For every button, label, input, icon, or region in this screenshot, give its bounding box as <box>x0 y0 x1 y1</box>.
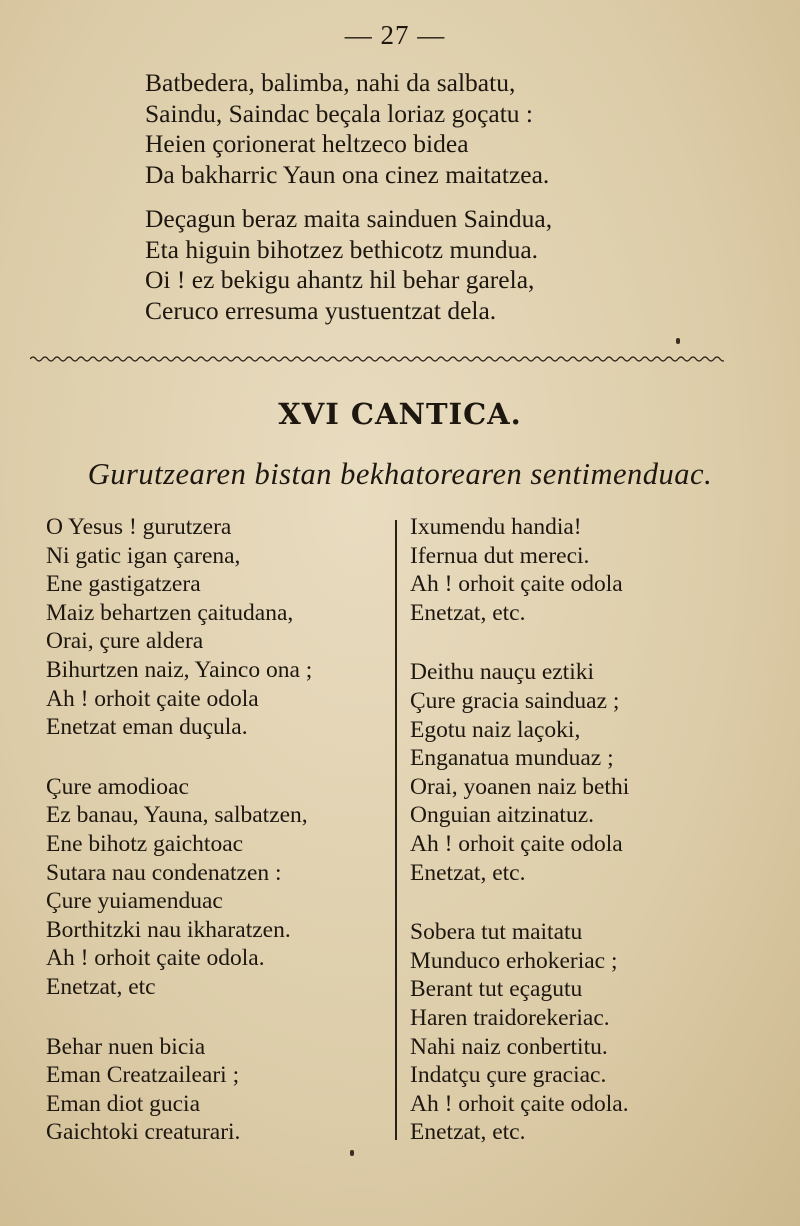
verse-line: Deithu nauçu eztiki <box>410 659 595 686</box>
verse-line: Bihurtzen naiz, Yainco ona ; <box>46 656 313 683</box>
verse-line: Ah ! orhoit çaite odola <box>410 571 623 598</box>
verse-line: Ah ! orhoit çaite odola <box>410 830 623 857</box>
verse-line: Ez banau, Yauna, salbatzen, <box>46 802 308 829</box>
section-heading: XVI CANTICA. <box>278 397 522 431</box>
verse-line: Borthitzki nau ikharatzen. <box>46 916 291 943</box>
verse-line: Ene gastigatzera <box>46 571 201 598</box>
right-verse-2 <box>410 658 629 887</box>
left-verse-1 <box>46 513 312 742</box>
page-number: — 27 — <box>344 20 446 50</box>
verse-line: Haren traidorekeriac. <box>410 1004 610 1031</box>
verse-line: Berant tut eçagutu <box>410 976 583 1003</box>
verse-line: Munduco erhokeriac ; <box>410 947 618 974</box>
verse-line: Batbedera, balimba, nahi da salbatu, <box>145 68 516 97</box>
verse-line: Enetzat eman duçula. <box>46 714 248 741</box>
verse-line: Çure yuiamenduac <box>46 888 223 915</box>
section-subtitle: Gurutzearen bistan bekhatorearen sentimenduac. <box>87 457 713 491</box>
verse-line: Enetzat, etc. <box>410 599 526 626</box>
left-column <box>46 513 312 1178</box>
verse-line: O Yesus ! gurutzera <box>46 514 232 540</box>
wavy-divider-rule <box>30 354 724 364</box>
verse-line: Ah ! orhoit çaite odola. <box>46 945 265 972</box>
verse-line: Saindu, Saindac beçala loriaz goçatu : <box>145 98 534 128</box>
verse-line: Eta higuin bihotzez bethicotz mundua. <box>145 234 539 264</box>
column-divider <box>395 520 397 1140</box>
verse-line: Çure amodioac <box>46 773 189 800</box>
verse-line: Eman diot gucia <box>46 1090 201 1117</box>
verse-line: Da bakharric Yaun ona cinez maitatzea. <box>145 159 550 189</box>
verse-line: Onguian aitzinatuz. <box>410 802 595 829</box>
verse-line: Ni gatic igan çarena, <box>46 542 241 569</box>
verse-line: Egotu naiz laçoki, <box>410 716 581 743</box>
verse-line: Çure gracia sainduaz ; <box>410 687 620 714</box>
top-stanza-1 <box>145 68 549 190</box>
right-verse-1 <box>410 513 629 627</box>
left-verse-3 <box>46 1033 312 1147</box>
verse-line: Sutara nau condenatzen : <box>46 859 282 886</box>
verse-line: Ixumendu handia! <box>410 514 582 540</box>
verse-line: Maiz behartzen çaitudana, <box>46 599 294 626</box>
verse-line: Behar nuen bicia <box>46 1033 206 1060</box>
verse-line: Orai, yoanen naiz bethi <box>410 773 630 800</box>
verse-line: Enetzat, etc <box>46 973 156 1000</box>
verse-line: Enganatua munduaz ; <box>410 745 614 772</box>
verse-line: Sobera tut maitatu <box>410 919 583 946</box>
verse-line: Heien çorionerat heltzeco bidea <box>145 129 469 158</box>
top-stanza-2 <box>145 204 552 326</box>
verse-line: Oi ! ez bekigu ahantz hil behar garela, <box>145 265 535 294</box>
verse-line: Ah ! orhoit çaite odola. <box>410 1090 629 1117</box>
verse-line: Gaichtoki creaturari. <box>46 1119 241 1146</box>
verse-line: Enetzat, etc. <box>410 859 526 886</box>
ink-speck <box>350 1150 354 1156</box>
verse-line: Ah ! orhoit çaite odola <box>46 685 259 712</box>
ink-speck <box>676 338 680 344</box>
left-verse-2 <box>46 773 312 1002</box>
verse-line: Ceruco erresuma yustuentzat dela. <box>145 295 497 325</box>
verse-line: Nahi naiz conbertitu. <box>410 1033 608 1060</box>
verse-line: Indatçu çure graciac. <box>410 1062 607 1089</box>
verse-line: Eman Creatzaileari ; <box>46 1062 240 1089</box>
right-column <box>410 513 629 1178</box>
verse-line: Deçagun beraz maita sainduen Saindua, <box>145 204 553 233</box>
verse-line: Enetzat, etc. <box>410 1119 526 1146</box>
verse-line: Ene bihotz gaichtoac <box>46 830 244 857</box>
verse-line: Ifernua dut mereci. <box>410 542 590 569</box>
verse-line: Orai, çure aldera <box>46 628 204 655</box>
right-verse-3 <box>410 918 629 1147</box>
